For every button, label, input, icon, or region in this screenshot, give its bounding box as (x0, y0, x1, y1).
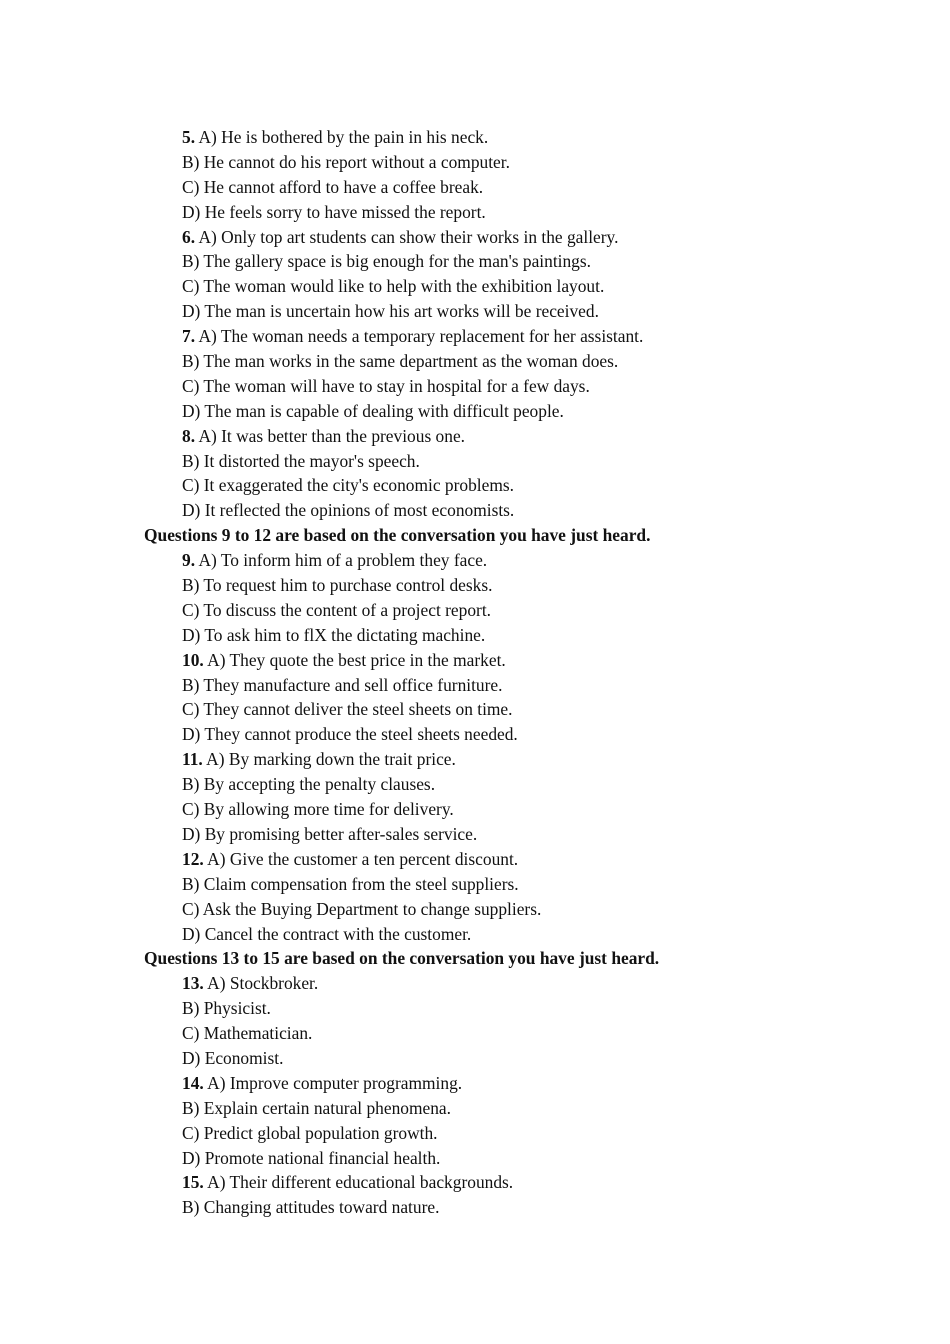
option-text: B) Changing attitudes toward nature. (182, 1197, 440, 1218)
question-number: 10. (182, 649, 204, 670)
answer-option (0, 299, 950, 324)
answer-option (0, 324, 950, 349)
option-text: D) It reflected the opinions of most economists. (182, 500, 515, 521)
answer-option (0, 996, 950, 1021)
option-text: A) The woman needs a temporary replacement for her assistant. (198, 326, 644, 347)
option-text: C) The woman will have to stay in hospital for a few days. (182, 375, 590, 396)
answer-option (0, 722, 950, 747)
answer-option (0, 424, 950, 449)
option-text: D) Cancel the contract with the customer. (182, 923, 472, 944)
answer-option (0, 1071, 950, 1096)
option-text: C) He cannot afford to have a coffee break. (182, 176, 484, 197)
option-text: B) To request him to purchase control desks. (182, 575, 493, 596)
option-text: A) It was better than the previous one. (198, 425, 466, 446)
option-text: B) By accepting the penalty clauses. (182, 774, 436, 795)
answer-option (0, 598, 950, 623)
option-text: A) Give the customer a ten percent discount. (207, 848, 519, 869)
option-text: A) Only top art students can show their works in the gallery. (198, 226, 619, 247)
answer-option (0, 449, 950, 474)
answer-option (0, 1046, 950, 1071)
answer-option (0, 648, 950, 673)
answer-option (0, 697, 950, 722)
option-text: C) To discuss the content of a project report. (182, 599, 491, 620)
option-text: D) Promote national financial health. (182, 1147, 441, 1168)
question-number: 14. (182, 1072, 204, 1093)
answer-option (0, 922, 950, 947)
option-text: B) Physicist. (182, 998, 271, 1019)
option-text: D) He feels sorry to have missed the report. (182, 201, 486, 222)
option-text: A) They quote the best price in the market. (207, 649, 506, 670)
answer-option (0, 225, 950, 250)
option-text: A) Their different educational backgrounds. (207, 1172, 514, 1193)
option-text: B) They manufacture and sell office furniture. (182, 674, 503, 695)
option-text: C) The woman would like to help with the exhibition layout. (182, 276, 605, 297)
option-text: B) He cannot do his report without a computer. (182, 151, 510, 172)
option-text: B) Explain certain natural phenomena. (182, 1097, 451, 1118)
option-text: B) It distorted the mayor's speech. (182, 450, 420, 471)
question-number: 8. (182, 425, 196, 446)
option-text: D) Economist. (182, 1047, 284, 1068)
option-text: D) The man is uncertain how his art works will be received. (182, 301, 599, 322)
answer-option (0, 623, 950, 648)
option-text: C) They cannot deliver the steel sheets on time. (182, 699, 513, 720)
answer-option (0, 971, 950, 996)
option-text: D) By promising better after-sales service. (182, 823, 478, 844)
answer-option (0, 1021, 950, 1046)
option-text: C) It exaggerated the city's economic problems. (182, 475, 514, 496)
answer-option (0, 1121, 950, 1146)
option-text: C) Ask the Buying Department to change suppliers. (182, 898, 542, 919)
option-text: C) By allowing more time for delivery. (182, 799, 454, 820)
option-text: A) Improve computer programming. (207, 1072, 463, 1093)
question-number: 11. (182, 749, 203, 770)
option-text: C) Predict global population growth. (182, 1122, 438, 1143)
option-text: B) Claim compensation from the steel suppliers. (182, 873, 519, 894)
option-text: A) By marking down the trait price. (206, 749, 456, 770)
option-text: B) The gallery space is big enough for the man's paintings. (182, 251, 591, 272)
answer-option (0, 847, 950, 872)
answer-option (0, 374, 950, 399)
option-text: A) Stockbroker. (207, 973, 319, 994)
answer-option (0, 822, 950, 847)
answer-option (0, 797, 950, 822)
answer-option (0, 1195, 950, 1220)
question-number: 5. (182, 127, 196, 147)
answer-option (0, 125, 950, 150)
section-heading: Questions 13 to 15 are based on the conversation you have just heard. (144, 948, 660, 969)
answer-option (0, 249, 950, 274)
answer-option (0, 200, 950, 225)
answer-option (0, 673, 950, 698)
question-number: 7. (182, 326, 196, 347)
option-text: A) To inform him of a problem they face. (198, 550, 488, 571)
answer-option (0, 573, 950, 598)
answer-option (0, 274, 950, 299)
answer-option (0, 1096, 950, 1121)
answer-option (0, 473, 950, 498)
answer-option (0, 772, 950, 797)
answer-option (0, 548, 950, 573)
answer-option (0, 872, 950, 897)
option-text: D) To ask him to flX the dictating machine. (182, 624, 486, 645)
answer-option (0, 399, 950, 424)
answer-option (0, 747, 950, 772)
answer-option (0, 897, 950, 922)
answer-option (0, 175, 950, 200)
answer-option (0, 150, 950, 175)
section-heading: Questions 9 to 12 are based on the conversation you have just heard. (144, 525, 651, 546)
answer-option (0, 498, 950, 523)
option-text: C) Mathematician. (182, 1023, 313, 1044)
answer-option (0, 1170, 950, 1195)
option-text: D) The man is capable of dealing with difficult people. (182, 400, 564, 421)
question-number: 9. (182, 550, 196, 571)
option-text: A) He is bothered by the pain in his neck. (198, 127, 489, 147)
option-text: D) They cannot produce the steel sheets needed. (182, 724, 518, 745)
question-number: 15. (182, 1172, 204, 1193)
option-text: B) The man works in the same department as the woman does. (182, 351, 619, 372)
question-number: 13. (182, 973, 204, 994)
question-number: 12. (182, 848, 204, 869)
exam-page (0, 125, 950, 1220)
answer-option (0, 1146, 950, 1171)
answer-option (0, 349, 950, 374)
question-number: 6. (182, 226, 196, 247)
